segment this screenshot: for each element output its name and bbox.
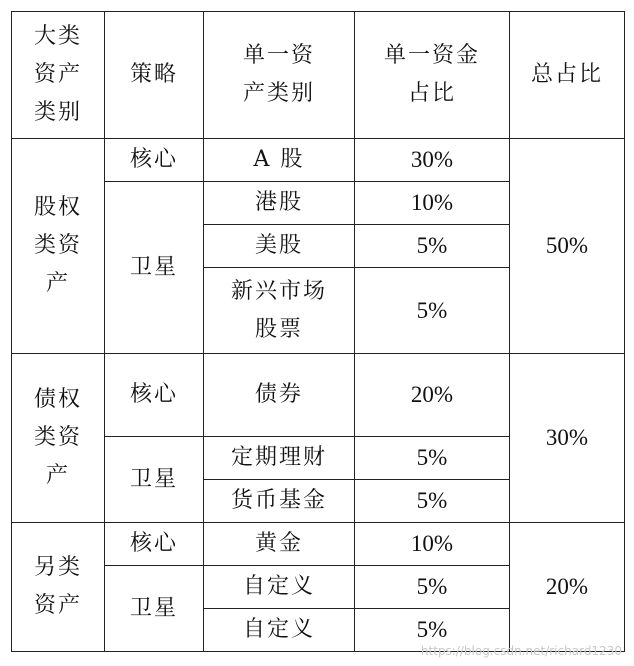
asset-ratio: 30%: [355, 139, 510, 182]
equity-total-ratio: 50%: [510, 139, 625, 354]
asset-ratio: 5%: [355, 480, 510, 523]
asset-name: 自定义: [204, 566, 355, 609]
bond-class-label: 债权 类资 产: [12, 354, 105, 523]
asset-ratio: 20%: [355, 354, 510, 437]
header-row: [12, 12, 625, 139]
header-major-class: 大类 资产 类别: [12, 12, 105, 139]
watermark-text: https://blog.csdn.net/richard1230: [420, 644, 622, 658]
asset-name: 定期理财: [204, 437, 355, 480]
asset-ratio: 5%: [355, 566, 510, 609]
asset-allocation-table: [11, 11, 625, 652]
equity-satellite-strategy: 卫星: [105, 182, 204, 354]
asset-ratio: 5%: [355, 609, 510, 652]
table-row: [12, 139, 625, 182]
asset-name: 黄金: [204, 523, 355, 566]
alternative-class-label: 另类 资产: [12, 523, 105, 652]
asset-name: 新兴市场 股票: [204, 268, 355, 354]
asset-ratio: 10%: [355, 182, 510, 225]
header-single-ratio: 单一资金 占比: [355, 12, 510, 139]
header-total-ratio: 总占比: [510, 12, 625, 139]
allocation-table-container: [11, 11, 625, 652]
asset-ratio: 5%: [355, 437, 510, 480]
asset-name: 美股: [204, 225, 355, 268]
asset-name: 自定义: [204, 609, 355, 652]
header-strategy: 策略: [105, 12, 204, 139]
asset-name: A 股: [204, 139, 355, 182]
bond-total-ratio: 30%: [510, 354, 625, 523]
alternative-total-ratio: 20%: [510, 523, 625, 652]
table-row: [12, 523, 625, 566]
asset-ratio: 5%: [355, 225, 510, 268]
bond-core-strategy: 核心: [105, 354, 204, 437]
asset-name: 货币基金: [204, 480, 355, 523]
equity-class-label: 股权 类资 产: [12, 139, 105, 354]
alternative-satellite-strategy: 卫星: [105, 566, 204, 652]
bond-satellite-strategy: 卫星: [105, 437, 204, 523]
asset-name: 债券: [204, 354, 355, 437]
asset-name: 港股: [204, 182, 355, 225]
table-row: [12, 354, 625, 437]
asset-ratio: 5%: [355, 268, 510, 354]
asset-ratio: 10%: [355, 523, 510, 566]
equity-core-strategy: 核心: [105, 139, 204, 182]
header-single-asset-class: 单一资 产类别: [204, 12, 355, 139]
alternative-core-strategy: 核心: [105, 523, 204, 566]
